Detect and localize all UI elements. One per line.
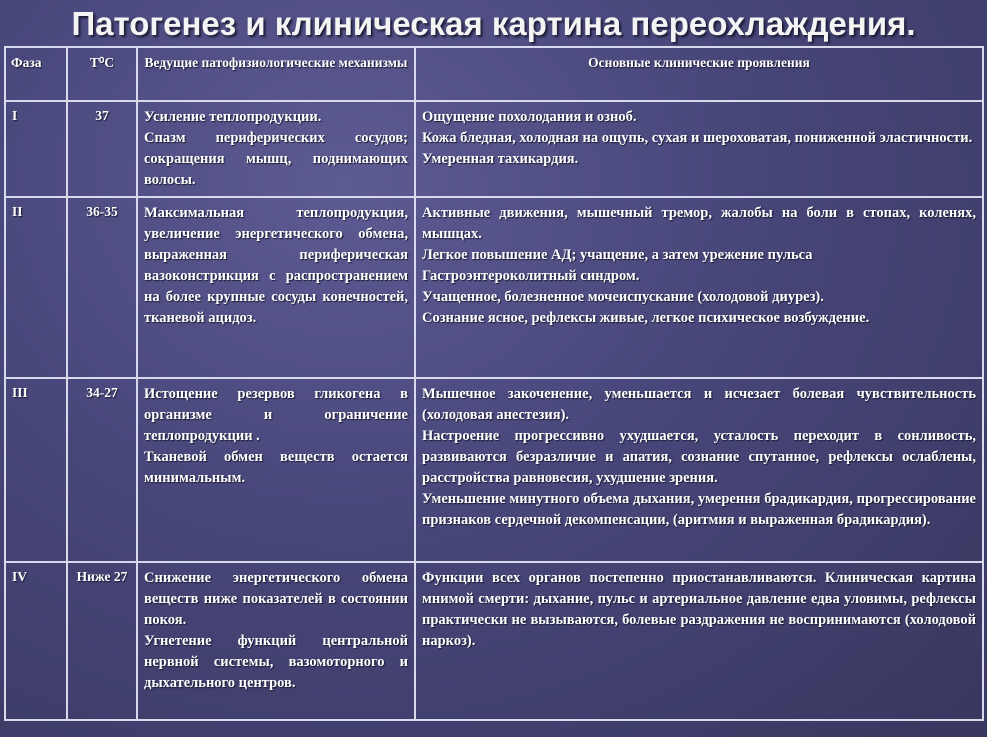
clinical-text: Учащенное, болезненное мочеиспускание (холодовой диурез). bbox=[422, 289, 824, 305]
header-temperature: T⁰C bbox=[67, 47, 137, 101]
mechanisms-cell bbox=[137, 378, 415, 562]
phase-cell: III bbox=[5, 378, 67, 562]
mechanisms-cell bbox=[137, 101, 415, 197]
clinical-text: Мышечное закоченение, уменьшается и исчезает болевая чувствительность (холодовая анестезия). bbox=[422, 386, 976, 423]
mechanism-text: Усиление теплопродукции. bbox=[144, 109, 322, 125]
mechanism-text: Снижение энергетического обмена веществ ниже показателей в состоянии покоя. bbox=[144, 570, 408, 628]
clinical-cell bbox=[415, 378, 983, 562]
mechanism-text: Максимальная теплопродукция, увеличение энергетического обмена, выраженная периферическая вазоконстрикция с распространением на более крупные сосуды конечностей, тканевой ацидоз. bbox=[144, 205, 408, 326]
clinical-text: Кожа бледная, холодная на ощупь, сухая и шероховатая, пониженной эластичности. bbox=[422, 130, 973, 146]
clinical-text: Сознание ясное, рефлексы живые, легкое психическое возбуждение. bbox=[422, 310, 870, 326]
page-title: Патогенез и клиническая картина переохлаждения. bbox=[71, 5, 916, 42]
temperature-cell: 34-27 bbox=[67, 378, 137, 562]
table-row bbox=[5, 378, 983, 562]
temperature-cell: 37 bbox=[67, 101, 137, 197]
mechanism-text: Истощение резервов гликогена в организме и ограничение теплопродукции . bbox=[144, 386, 408, 444]
temperature-cell: 36-35 bbox=[67, 197, 137, 378]
table-header-row bbox=[5, 47, 983, 101]
clinical-cell bbox=[415, 197, 983, 378]
table-row bbox=[5, 197, 983, 378]
clinical-cell bbox=[415, 562, 983, 720]
phase-cell: IV bbox=[5, 562, 67, 720]
hypothermia-table bbox=[4, 46, 984, 721]
phase-cell: I bbox=[5, 101, 67, 197]
mechanism-text: Угнетение функций центральной нервной системы, вазомоторного и дыхательного центров. bbox=[144, 633, 408, 691]
clinical-text: Уменьшение минутного объема дыхания, умерення брадикардия, прогрессирование признаков сердечной декомпенсации, (аритмия и выраженная брадикардия). bbox=[422, 491, 976, 528]
clinical-text: Гастроэнтероколитный синдром. bbox=[422, 268, 640, 284]
temperature-cell: Ниже 27 bbox=[67, 562, 137, 720]
mechanism-text: Тканевой обмен веществ остается минимальным. bbox=[144, 449, 408, 486]
header-phase: Фаза bbox=[5, 47, 67, 101]
clinical-text: Настроение прогрессивно ухудшается, усталость переходит в сонливость, развиваются безразличие и апатия, сознание спутанное, рефлексы ослаблены, расстройства равновесия, ухудшение зрения. bbox=[422, 428, 976, 486]
mechanisms-cell bbox=[137, 562, 415, 720]
mechanism-text: Спазм периферических сосудов; сокращения мышц, поднимающих волосы. bbox=[144, 130, 408, 188]
clinical-text: Функции всех органов постепенно приостанавливаются. Клиническая картина мнимой смерти: дыхание, пульс и артериальное давление едва уловимы, рефлексы практически не вызываются, болевые раздражения не воспринимаются (холодовой наркоз). bbox=[422, 570, 976, 649]
header-clinical: Основные клинические проявления bbox=[415, 47, 983, 101]
clinical-text: Активные движения, мышечный тремор, жалобы на боли в стопах, коленях, мышцах. bbox=[422, 205, 976, 242]
clinical-text: Легкое повышение АД; учащение, а затем урежение пульса bbox=[422, 247, 813, 263]
clinical-cell bbox=[415, 101, 983, 197]
clinical-text: Умеренная тахикардия. bbox=[422, 151, 579, 167]
table-row bbox=[5, 562, 983, 720]
clinical-text: Ощущение похолодания и озноб. bbox=[422, 109, 637, 125]
phase-cell: II bbox=[5, 197, 67, 378]
table-row bbox=[5, 101, 983, 197]
header-mechanisms: Ведущие патофизиологические механизмы bbox=[137, 47, 415, 101]
mechanisms-cell bbox=[137, 197, 415, 378]
